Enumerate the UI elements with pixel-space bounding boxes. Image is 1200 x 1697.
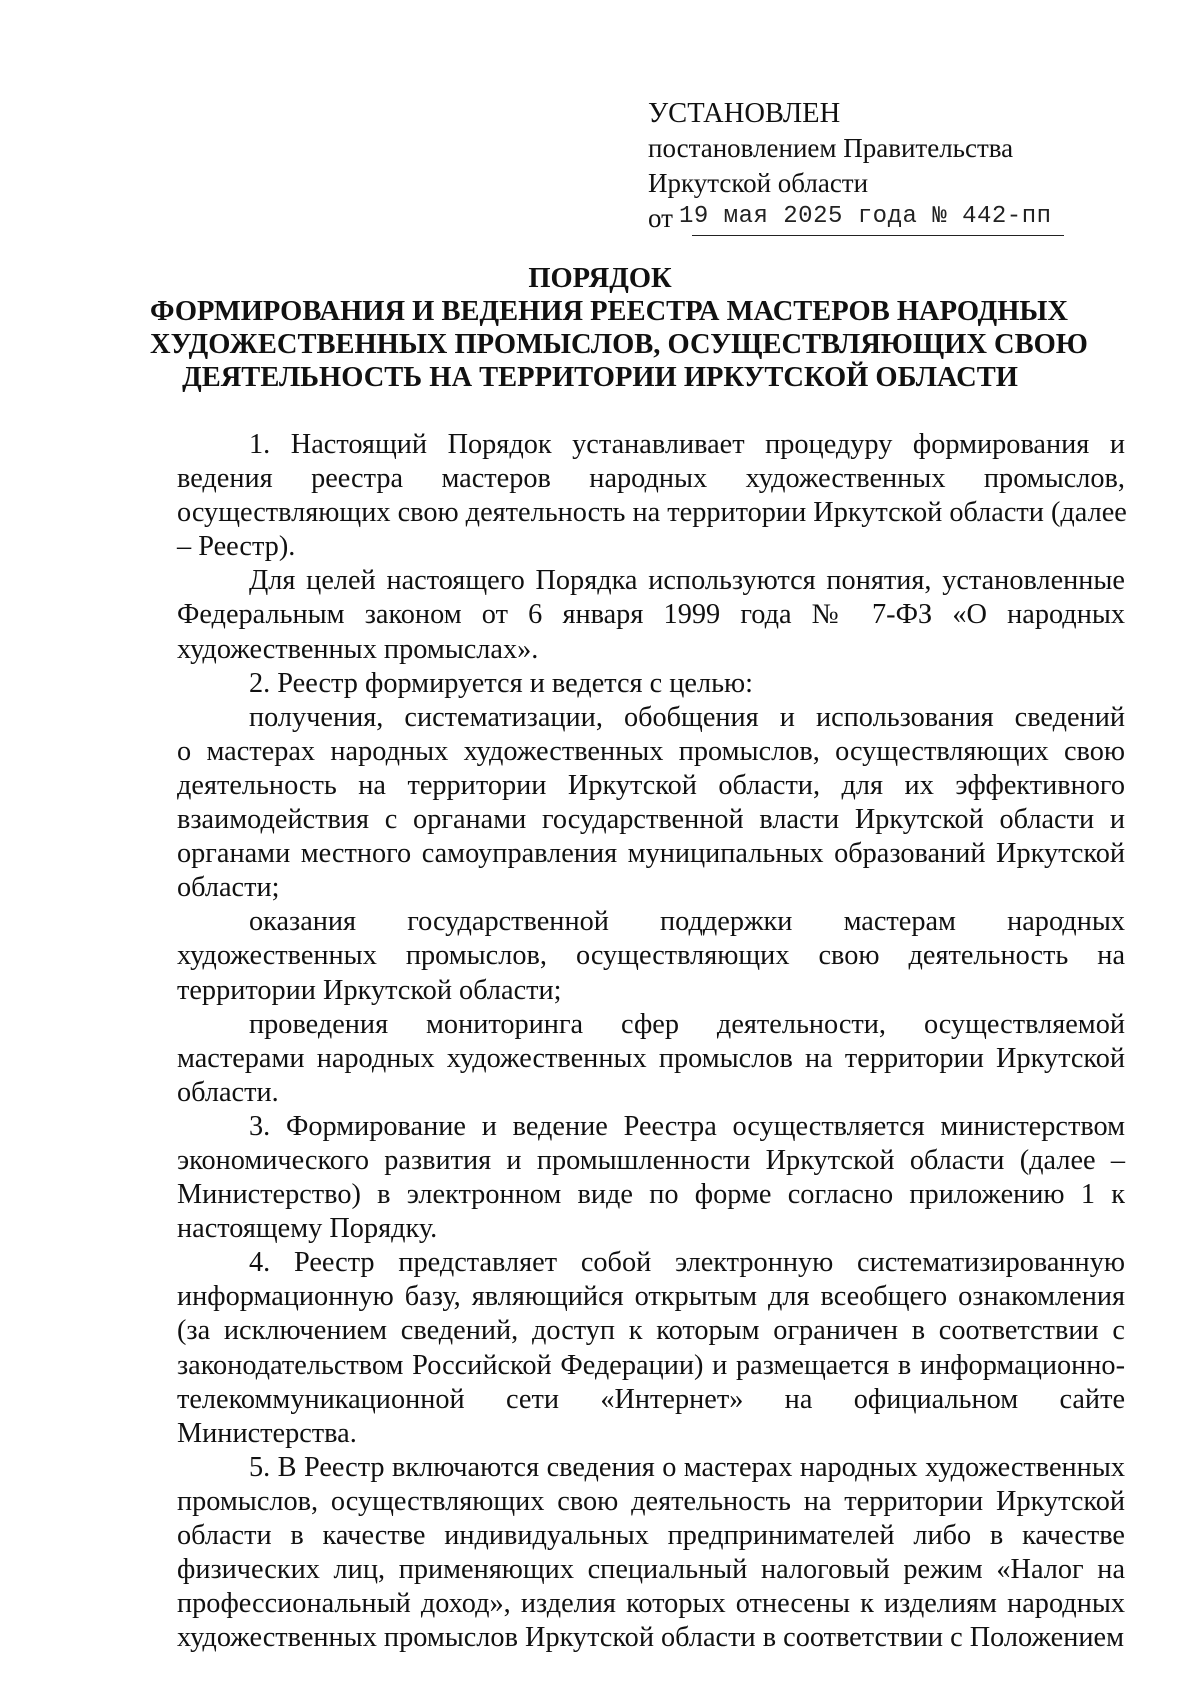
title-line: ПОРЯДОК — [528, 263, 672, 294]
paragraph-line: информационную базу, являющийся открытым для всеобщего ознакомления — [177, 1281, 1125, 1313]
paragraph-line: получения, систематизации, обобщения и использования сведений — [249, 701, 1125, 733]
approval-date-stamp: 19 мая 2025 года № 442-пп — [678, 203, 1052, 230]
paragraph-line: законодательством Российской Федерации) и размещается в информационно- — [177, 1349, 1125, 1381]
title-line: ДЕЯТЕЛЬНОСТЬ НА ТЕРРИТОРИИ ИРКУТСКОЙ ОБЛАСТИ — [182, 362, 1018, 393]
paragraph-line: Министерство) в электронном виде по форме согласно приложению 1 к — [177, 1179, 1125, 1211]
approval-date-line — [648, 201, 1088, 239]
paragraph — [177, 1246, 1125, 1451]
approval-date-underline — [692, 235, 1064, 236]
paragraph-line: о мастерах народных художественных промыслов, осуществляющих свою — [177, 735, 1125, 767]
paragraph-line: 2. Реестр формируется и ведется с целью: — [249, 667, 753, 699]
document-body — [177, 428, 1125, 1655]
document-title — [150, 262, 1088, 394]
paragraph-line: – Реестр). — [177, 531, 296, 563]
paragraph — [177, 905, 1125, 1007]
paragraph-line: проведения мониторинга сфер деятельности, осуществляемой — [249, 1008, 1125, 1040]
paragraph — [177, 667, 1125, 701]
paragraph — [177, 428, 1125, 564]
paragraph-line: оказания государственной поддержки мастерам народных — [249, 906, 1125, 938]
paragraph-line: мастерами народных художественных промыслов на территории Иркутской — [177, 1042, 1125, 1074]
paragraph-line: осуществляющих свою деятельность на территории Иркутской области (далее — [177, 497, 1127, 529]
paragraph-line: физических лиц, применяющих специальный налоговый режим «Налог на — [177, 1554, 1125, 1586]
paragraph-line: Министерства. — [177, 1417, 357, 1449]
paragraph — [177, 1008, 1125, 1110]
paragraph-line: области. — [177, 1076, 279, 1108]
paragraph — [177, 1110, 1125, 1246]
paragraph-line: художественных промыслов Иркутской области в соответствии с Положением — [177, 1622, 1124, 1654]
paragraph-line: 4. Реестр представляет собой электронную систематизированную — [249, 1247, 1125, 1279]
paragraph-line: 5. В Реестр включаются сведения о мастерах народных художественных — [249, 1451, 1125, 1483]
paragraph-line: области; — [177, 872, 280, 904]
paragraph-line: Для целей настоящего Порядка используются понятия, установленные — [249, 565, 1125, 597]
paragraph — [177, 701, 1125, 906]
title-line: ФОРМИРОВАНИЯ И ВЕДЕНИЯ РЕЕСТРА МАСТЕРОВ НАРОДНЫХ — [150, 296, 1068, 327]
approval-date-prefix: от — [648, 203, 673, 233]
paragraph — [177, 1451, 1125, 1656]
paragraph — [177, 564, 1125, 666]
paragraph-line: Федеральным законом от 6 января 1999 года № 7-ФЗ «О народных — [177, 599, 1125, 631]
approval-heading: УСТАНОВЛЕН — [648, 98, 841, 129]
paragraph-line: деятельность на территории Иркутской области, для их эффективного — [177, 769, 1125, 801]
paragraph-line: экономического развития и промышленности Иркутской области (далее – — [177, 1144, 1125, 1176]
title-line: ХУДОЖЕСТВЕННЫХ ПРОМЫСЛОВ, ОСУЩЕСТВЛЯЮЩИХ СВОЮ — [150, 329, 1088, 360]
paragraph-line: области в качестве индивидуальных предпринимателей либо в качестве — [177, 1520, 1125, 1551]
approval-by-line: постановлением Правительства — [648, 133, 1014, 163]
paragraph-line: телекоммуникационной сети «Интернет» на официальном сайте — [177, 1383, 1125, 1415]
paragraph-line: ведения реестра мастеров народных художественных промыслов, — [177, 463, 1125, 495]
approval-stamp — [648, 96, 1088, 239]
paragraph-line: (за исключением сведений, доступ к которым ограничен в соответствии с — [177, 1315, 1125, 1347]
paragraph-line: художественных промыслов, осуществляющих свою деятельность на — [177, 940, 1125, 972]
paragraph-line: промыслов, осуществляющих свою деятельность на территории Иркутской — [177, 1485, 1125, 1517]
paragraph-line: территории Иркутской области; — [177, 974, 562, 1006]
paragraph-line: 1. Настоящий Порядок устанавливает процедуру формирования и — [249, 429, 1125, 460]
approval-region-line: Иркутской области — [648, 168, 869, 198]
paragraph-line: органами местного самоуправления муниципальных образований Иркутской — [177, 838, 1125, 870]
paragraph-line: профессиональный доход», изделия которых отнесены к изделиям народных — [177, 1588, 1125, 1620]
paragraph-line: взаимодействия с органами государственной власти Иркутской области и — [177, 804, 1125, 836]
paragraph-line: настоящему Порядку. — [177, 1213, 438, 1245]
paragraph-line: 3. Формирование и ведение Реестра осуществляется министерством — [249, 1110, 1125, 1142]
paragraph-line: художественных промыслах». — [177, 633, 539, 665]
